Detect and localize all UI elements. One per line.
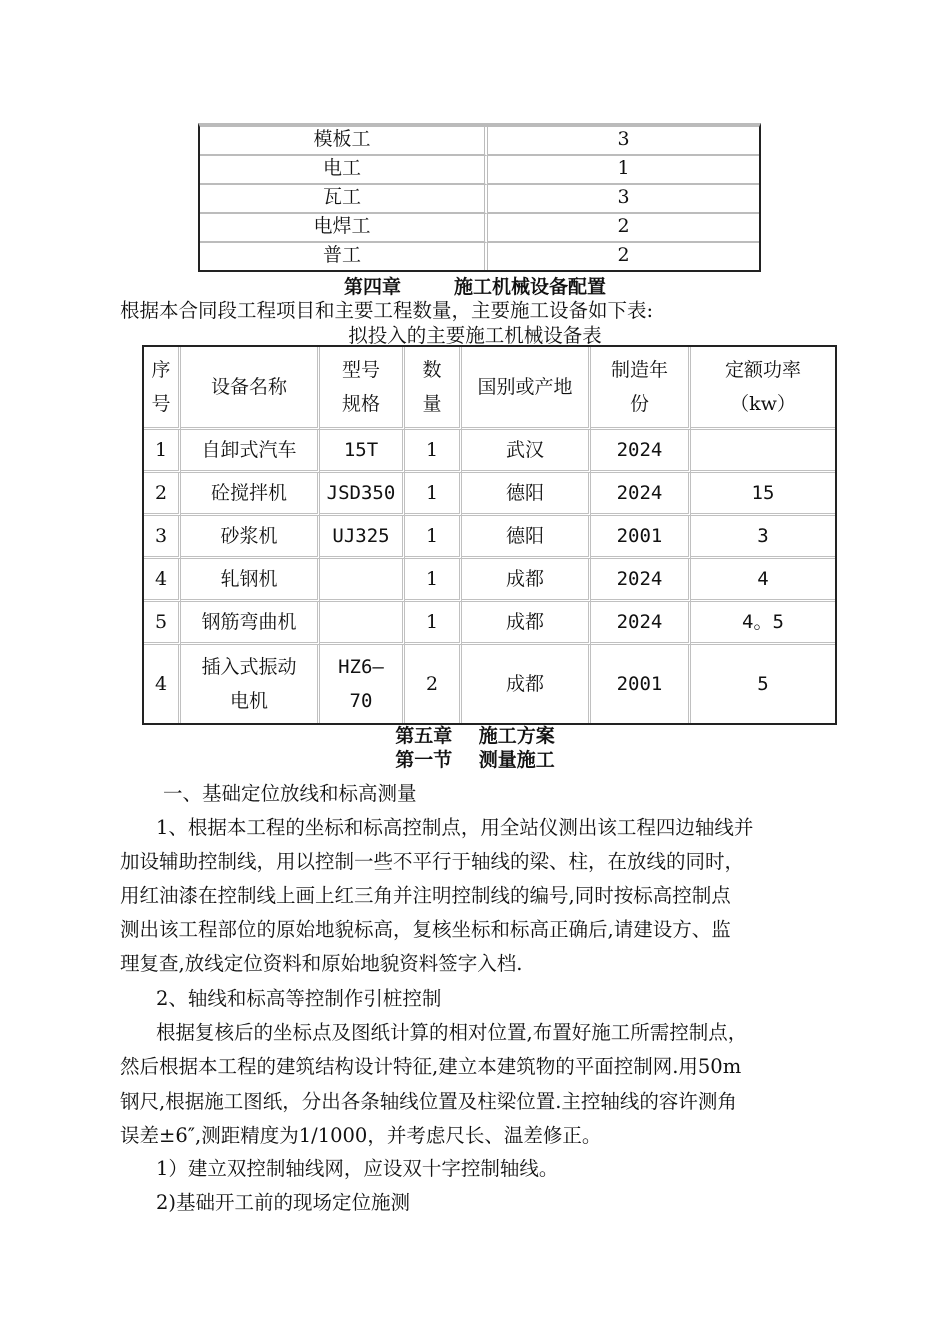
cell-model: UJ325 bbox=[320, 516, 405, 559]
cell-model bbox=[320, 602, 405, 645]
list-item: 1）建立双控制轴线网，应设双十字控制轴线。 bbox=[156, 1157, 559, 1180]
table-row bbox=[200, 156, 759, 185]
header-model: 型号 规格 bbox=[320, 347, 405, 430]
paragraph-line: 然后根据本工程的建筑结构设计特征,建立本建筑物的平面控制网.用50m bbox=[120, 1055, 742, 1078]
cell-origin: 成都 bbox=[462, 602, 591, 645]
cell-power: 5 bbox=[757, 673, 769, 695]
cell-name: 自卸式汽车 bbox=[181, 430, 320, 473]
paragraph-line: 加设辅助控制线，用以控制一些不平行于轴线的梁、柱，在放线的同时， bbox=[120, 850, 745, 873]
table-row bbox=[144, 559, 835, 602]
cell-origin: 成都 bbox=[462, 645, 591, 723]
cell-no: 4 bbox=[144, 645, 181, 723]
table-row bbox=[144, 645, 835, 723]
cell-origin: 成都 bbox=[462, 559, 591, 602]
cell-name: 砼搅拌机 bbox=[181, 473, 320, 516]
cell-power: 4 bbox=[691, 559, 835, 602]
count-cell: 2 bbox=[617, 244, 630, 266]
workers-table bbox=[198, 123, 761, 272]
paragraph-line: 用红油漆在控制线上画上红三角并注明控制线的编号,同时按标高控制点 bbox=[120, 884, 731, 907]
count-cell: 3 bbox=[488, 127, 759, 156]
cell-year: 2024 bbox=[591, 473, 691, 516]
cell-year: 2001 bbox=[591, 645, 691, 723]
table-row bbox=[144, 516, 835, 559]
paragraph-line: 1、根据本工程的坐标和标高控制点，用全站仪测出该工程四边轴线并 bbox=[156, 816, 754, 839]
cell-power: 15 bbox=[691, 473, 835, 516]
list-item: 2)基础开工前的现场定位施测 bbox=[156, 1191, 411, 1214]
cell-no: 5 bbox=[144, 602, 181, 645]
paragraph-line: 误差±6″,测距精度为1/1000，并考虑尺长、温差修正。 bbox=[120, 1124, 602, 1147]
table-row bbox=[200, 214, 759, 243]
cell-no: 2 bbox=[144, 473, 181, 516]
cell-qty: 1 bbox=[405, 430, 462, 473]
paragraph-line: 钢尺,根据施工图纸，分出各条轴线位置及柱梁位置.主控轴线的容许测角 bbox=[120, 1090, 737, 1113]
header-power: 定额功率 （kw） bbox=[691, 347, 835, 430]
table-row bbox=[200, 127, 759, 156]
cell-name: 轧钢机 bbox=[181, 559, 320, 602]
paragraph-line: 测出该工程部位的原始地貌标高，复核坐标和标高正确后,请建设方、监 bbox=[120, 918, 731, 941]
header-origin: 国别或产地 bbox=[462, 347, 591, 430]
chapter4-intro: 根据本合同段工程项目和主要工程数量，主要施工设备如下表: bbox=[120, 299, 654, 322]
cell-origin: 德阳 bbox=[462, 516, 591, 559]
table-header-row bbox=[144, 347, 835, 430]
paragraph-line: 根据复核后的坐标点及图纸计算的相对位置,布置好施工所需控制点， bbox=[156, 1021, 748, 1044]
cell-year: 2024 bbox=[591, 559, 691, 602]
cell-no: 1 bbox=[144, 430, 181, 473]
cell-qty: 1 bbox=[405, 473, 462, 516]
cell-model bbox=[320, 559, 405, 602]
count-cell: 2 bbox=[488, 214, 759, 243]
cell-power: 4。5 bbox=[691, 602, 835, 645]
cell-qty: 2 bbox=[405, 645, 462, 723]
table-row bbox=[200, 243, 759, 270]
cell-qty: 1 bbox=[405, 602, 462, 645]
cell-no: 4 bbox=[144, 559, 181, 602]
cell-no: 3 bbox=[144, 516, 181, 559]
section-title: 第一节 测量施工 bbox=[395, 749, 555, 771]
count-cell: 1 bbox=[488, 156, 759, 185]
cell-model: HZ6— 70 bbox=[320, 645, 405, 723]
cell-origin: 武汉 bbox=[462, 430, 591, 473]
cell-name: 钢筋弯曲机 bbox=[181, 602, 320, 645]
cell-qty: 1 bbox=[405, 559, 462, 602]
chapter5-title: 第五章 施工方案 bbox=[395, 725, 555, 747]
cell-name: 砂浆机 bbox=[181, 516, 320, 559]
table-row bbox=[144, 430, 835, 473]
cell-name: 插入式振动 电机 bbox=[181, 645, 320, 723]
cell-model: JSD350 bbox=[320, 473, 405, 516]
cell-qty: 1 bbox=[405, 516, 462, 559]
paragraph-line: 理复查,放线定位资料和原始地貌资料签字入档. bbox=[120, 952, 523, 975]
equipment-table-caption: 拟投入的主要施工机械设备表 bbox=[348, 324, 602, 347]
cell-year: 2001 bbox=[591, 516, 691, 559]
subheading-1: 一、基础定位放线和标高测量 bbox=[163, 782, 417, 805]
header-qty: 数 量 bbox=[405, 347, 462, 430]
subheading-2: 2、轴线和标高等控制作引桩控制 bbox=[156, 987, 442, 1010]
cell-year: 2024 bbox=[591, 602, 691, 645]
cell-year: 2024 bbox=[591, 430, 691, 473]
trade-cell: 模板工 bbox=[200, 127, 488, 156]
trade-cell: 普工 bbox=[200, 243, 488, 270]
chapter4-title: 第四章 施工机械设备配置 bbox=[344, 276, 606, 298]
trade-cell: 瓦工 bbox=[200, 185, 488, 214]
header-no: 序 号 bbox=[144, 347, 181, 430]
cell-power bbox=[691, 430, 835, 473]
table-row bbox=[200, 185, 759, 214]
equipment-table bbox=[142, 345, 837, 725]
header-year: 制造年 份 bbox=[591, 347, 691, 430]
count-cell: 3 bbox=[488, 185, 759, 214]
trade-cell: 电焊工 bbox=[200, 214, 488, 243]
table-row bbox=[144, 473, 835, 516]
table-row bbox=[144, 602, 835, 645]
cell-model: 15T bbox=[320, 430, 405, 473]
trade-cell: 电工 bbox=[200, 156, 488, 185]
header-name: 设备名称 bbox=[181, 347, 320, 430]
cell-power: 3 bbox=[691, 516, 835, 559]
cell-origin: 德阳 bbox=[462, 473, 591, 516]
